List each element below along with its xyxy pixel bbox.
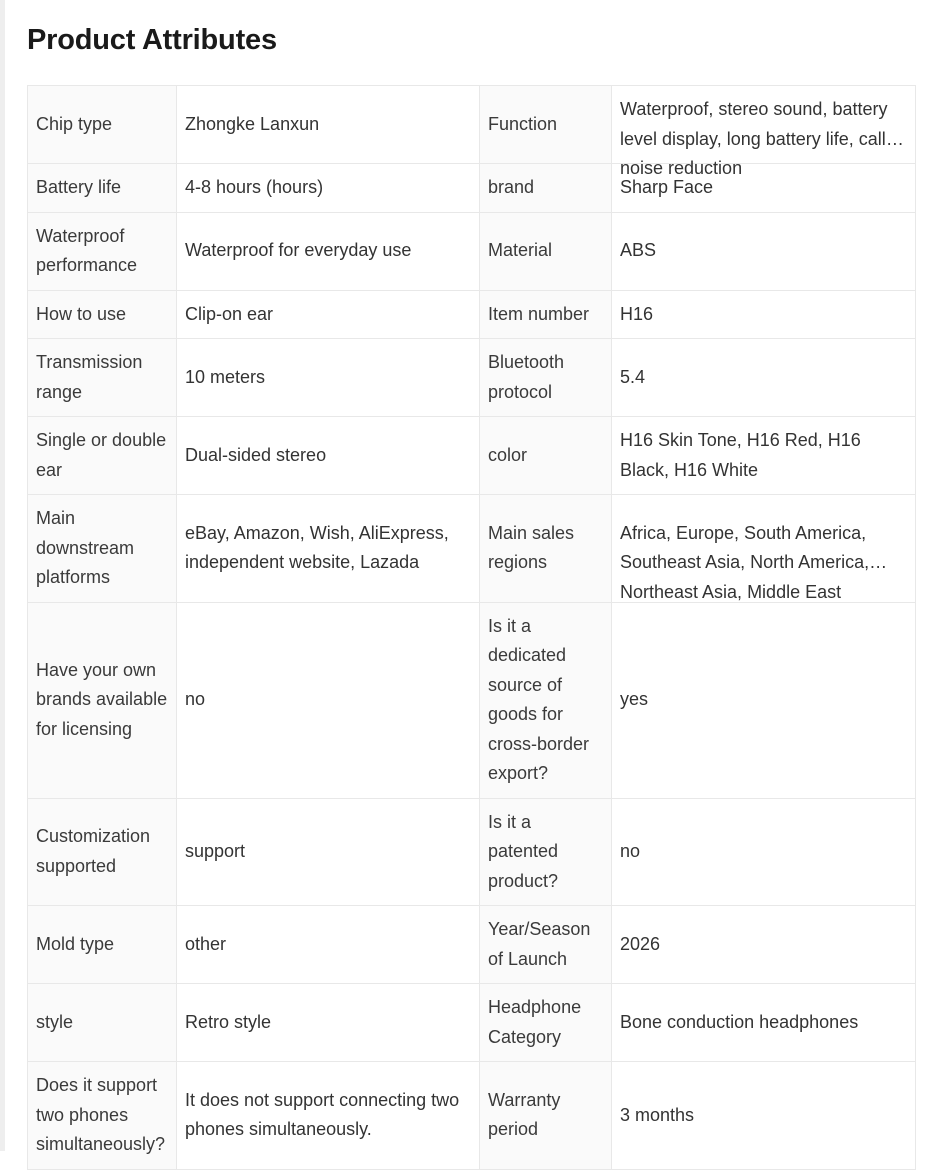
table-row xyxy=(28,602,916,798)
attribute-value: Clip-on ear xyxy=(177,290,480,339)
product-attributes-table xyxy=(27,85,916,1170)
attribute-name: How to use xyxy=(28,290,177,339)
attribute-value: other xyxy=(177,906,480,984)
attribute-value: Zhongke Lanxun xyxy=(177,86,480,164)
attribute-value: Waterproof for everyday use xyxy=(177,212,480,290)
table-row xyxy=(28,798,916,906)
attribute-name: Does it support two phones simultaneously? xyxy=(28,1062,177,1170)
attribute-name: color xyxy=(480,417,612,495)
table-row xyxy=(28,417,916,495)
table-row xyxy=(28,339,916,417)
attribute-value: 10 meters xyxy=(177,339,480,417)
attribute-value xyxy=(612,86,916,178)
attribute-name: Have your own brands available for licensing xyxy=(28,602,177,798)
attribute-name: Transmission range xyxy=(28,339,177,417)
attribute-value: 5.4 xyxy=(612,339,916,417)
attribute-name: Single or double ear xyxy=(28,417,177,495)
attribute-name: Material xyxy=(480,212,612,290)
attribute-value: ABS xyxy=(612,212,916,290)
attribute-value: 4-8 hours (hours) xyxy=(177,164,480,213)
attribute-name: Battery life xyxy=(28,164,177,213)
attribute-name: Main downstream platforms xyxy=(28,495,177,603)
table-row xyxy=(28,984,916,1062)
attribute-name: Year/Season of Launch xyxy=(480,906,612,984)
attribute-name: Bluetooth protocol xyxy=(480,339,612,417)
attribute-value: no xyxy=(612,798,916,906)
attribute-name: Waterproof performance xyxy=(28,212,177,290)
attribute-value: support xyxy=(177,798,480,906)
attribute-name: Is it a dedicated source of goods for cross-border export? xyxy=(480,602,612,798)
attribute-name: Chip type xyxy=(28,86,177,164)
attribute-name: Main sales regions xyxy=(480,495,612,603)
attribute-value: yes xyxy=(612,602,916,798)
attribute-value: Retro style xyxy=(177,984,480,1062)
attribute-value: Sharp Face xyxy=(612,164,916,213)
page-title: Product Attributes xyxy=(27,24,277,56)
attribute-value: It does not support connecting two phones simultaneously. xyxy=(177,1062,480,1170)
attribute-value: H16 Skin Tone, H16 Red, H16 Black, H16 White xyxy=(612,417,916,495)
table-row xyxy=(28,164,916,213)
table-row xyxy=(28,906,916,984)
attribute-value xyxy=(612,495,916,603)
attribute-value: Dual-sided stereo xyxy=(177,417,480,495)
attribute-value: 3 months xyxy=(612,1062,916,1170)
attribute-name: style xyxy=(28,984,177,1062)
table-row xyxy=(28,86,916,164)
attribute-value: eBay, Amazon, Wish, AliExpress, independent website, Lazada xyxy=(177,495,480,603)
table-row xyxy=(28,1062,916,1170)
attribute-name: Headphone Category xyxy=(480,984,612,1062)
attribute-name: Mold type xyxy=(28,906,177,984)
attribute-name: Item number xyxy=(480,290,612,339)
attribute-name: Function xyxy=(480,86,612,164)
attribute-name: Customization supported xyxy=(28,798,177,906)
attribute-name: Is it a patented product? xyxy=(480,798,612,906)
table-row xyxy=(28,212,916,290)
attribute-value: no xyxy=(177,602,480,798)
table-row xyxy=(28,290,916,339)
left-border-rail xyxy=(0,0,5,1151)
table-row xyxy=(28,495,916,603)
attribute-name: Warranty period xyxy=(480,1062,612,1170)
attribute-value: Bone conduction headphones xyxy=(612,984,916,1062)
attribute-value-text: Africa, Europe, South America, Southeast Asia, North America, Northeast Asia, Middle East xyxy=(620,522,870,602)
attribute-value: H16 xyxy=(612,290,916,339)
attribute-name: brand xyxy=(480,164,612,213)
attribute-value: 2026 xyxy=(612,906,916,984)
attribute-value-text: Waterproof, stereo sound, battery level display, long battery life, call noise reduction xyxy=(620,99,888,178)
